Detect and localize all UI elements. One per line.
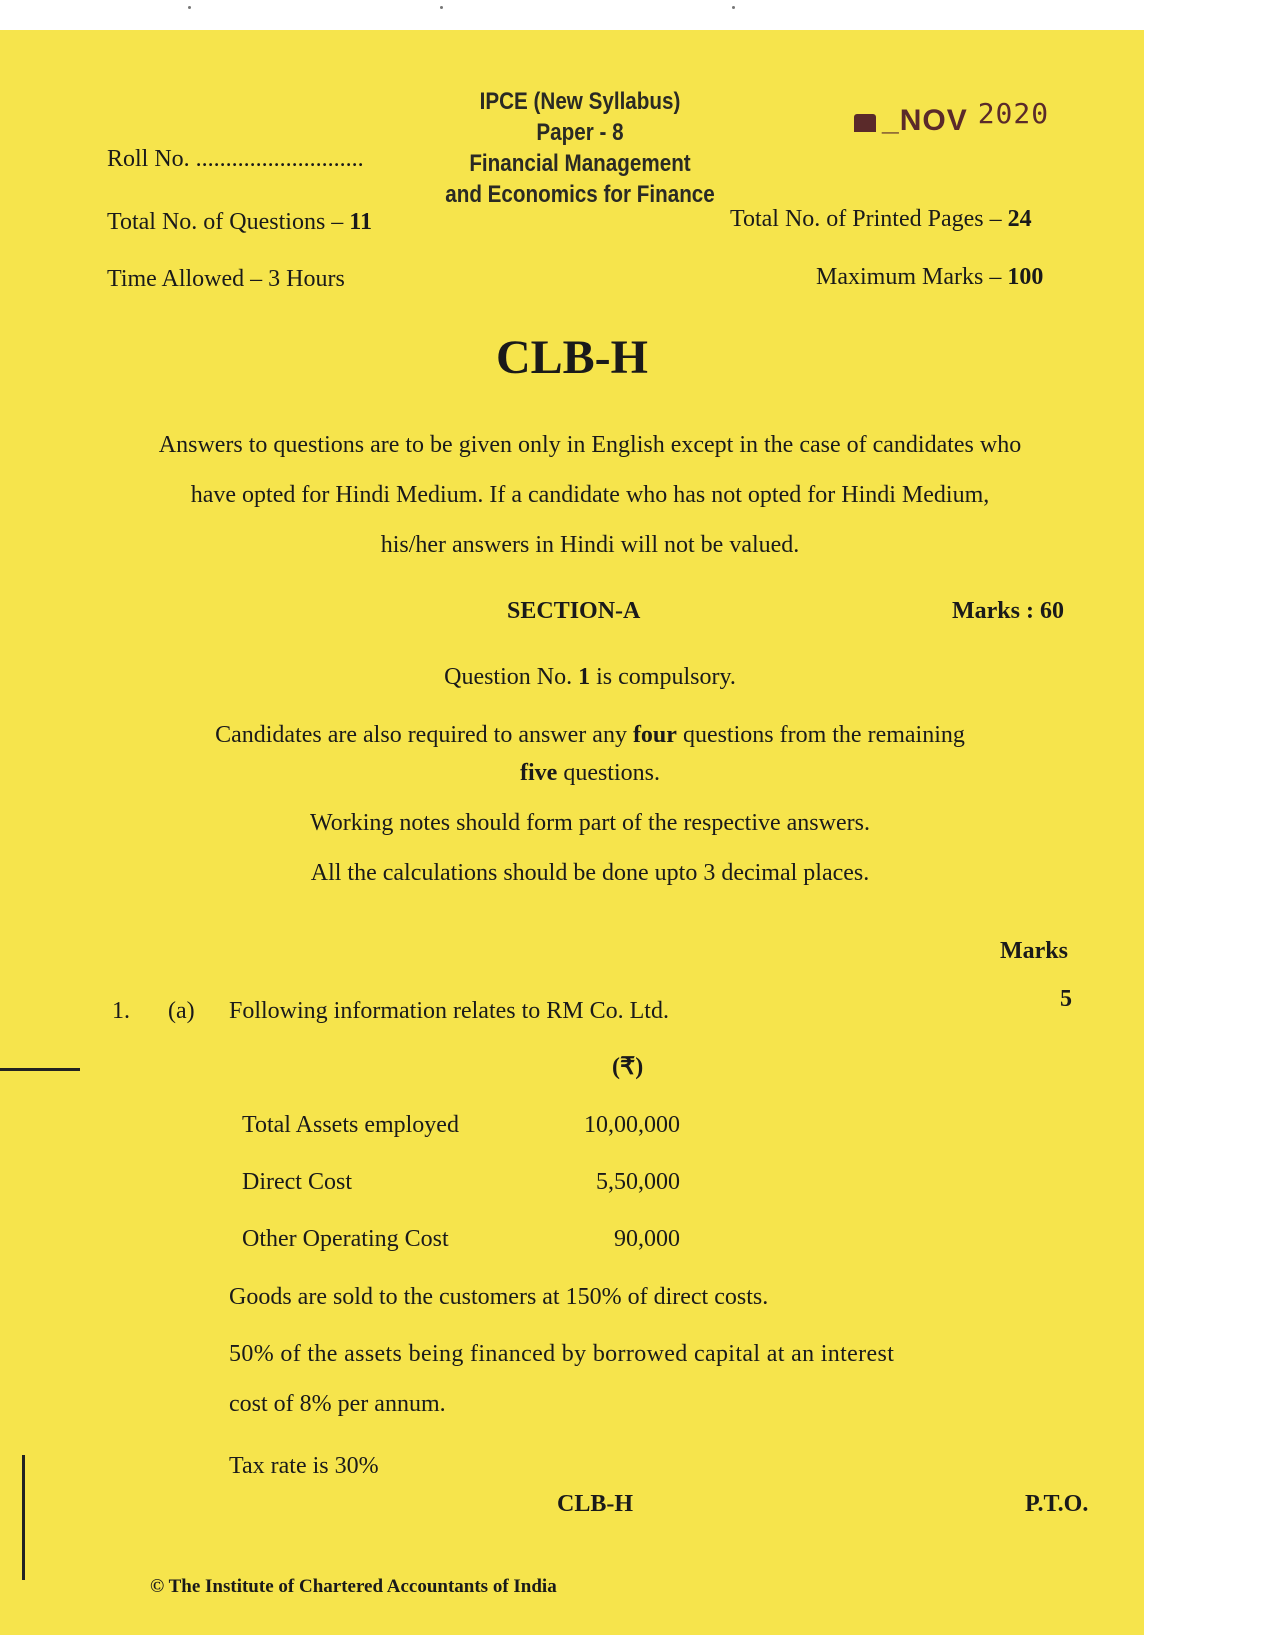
max-marks: [816, 264, 1043, 291]
date-stamp-year: 2020: [977, 97, 1050, 130]
table-row-label: Total Assets employed: [242, 1112, 459, 1138]
exam-title-block: [442, 86, 717, 210]
section-title: SECTION-A: [507, 598, 641, 624]
instruction-line-1: Answers to questions are to be given only in English except in the case of candidates who: [158, 432, 1022, 458]
note-selling-price: Goods are sold to the customers at 150% of direct costs.: [229, 1284, 769, 1310]
exam-name: IPCE (New Syllabus): [479, 88, 681, 115]
total-questions-label: Total No. of Questions –: [107, 209, 350, 235]
date-stamp: [854, 97, 1050, 138]
paper-number: Paper - 8: [536, 119, 624, 146]
question-part: (a): [168, 998, 195, 1024]
speck: [440, 6, 443, 9]
note-financing-2: cost of 8% per annum.: [229, 1391, 446, 1417]
speck: [732, 6, 735, 9]
currency-header: (₹): [612, 1054, 644, 1080]
table-row-value: 90,000: [614, 1226, 680, 1252]
total-questions: [107, 209, 372, 236]
choice-five: five: [520, 760, 558, 786]
date-stamp-dash: _: [882, 104, 900, 137]
table-row-value: 10,00,000: [584, 1112, 680, 1138]
choice-text-c: questions.: [557, 760, 660, 786]
total-questions-value: 11: [349, 209, 372, 235]
subject-line-1: Financial Management: [469, 150, 691, 177]
choice-text-b: questions from the remaining: [676, 722, 965, 748]
date-stamp-month: NOV: [899, 104, 968, 137]
calculations-note: All the calculations should be done upto 3 decimal places.: [310, 860, 870, 886]
roll-no-label: Roll No. ............................: [107, 146, 364, 172]
table-row-value: 5,50,000: [596, 1169, 680, 1195]
speck: [188, 6, 191, 9]
choice-note-2: [100, 760, 1080, 787]
paper-code: CLB-H: [495, 331, 648, 384]
working-notes: Working notes should form part of the respective answers.: [310, 810, 870, 836]
choice-text-a: Candidates are also required to answer any: [215, 722, 633, 748]
table-row-label: Direct Cost: [242, 1169, 352, 1195]
footer-pto: P.T.O.: [1025, 1491, 1089, 1517]
note-tax-rate: Tax rate is 30%: [229, 1453, 379, 1479]
subject-line-2: and Economics for Finance: [445, 181, 715, 208]
printed-pages-label: Total No. of Printed Pages –: [730, 206, 1008, 232]
time-allowed-label: Time Allowed –: [107, 266, 269, 292]
note-financing-1: 50% of the assets being financed by borrowed capital at an interest: [229, 1341, 895, 1367]
stamp-icon: [854, 114, 876, 132]
table-row-label: Other Operating Cost: [242, 1226, 449, 1252]
compulsory-text-a: Question No.: [444, 664, 579, 690]
compulsory-number: 1: [578, 664, 591, 690]
compulsory-note: [100, 664, 1080, 691]
margin-line: [22, 1455, 25, 1580]
question-number: 1.: [112, 998, 130, 1024]
footer-copyright: © The Institute of Chartered Accountants of India: [150, 1576, 557, 1597]
footer-paper-code: CLB-H: [557, 1491, 634, 1517]
max-marks-label: Maximum Marks –: [816, 264, 1008, 290]
printed-pages-value: 24: [1007, 206, 1032, 232]
time-allowed: [107, 266, 345, 293]
choice-four: four: [632, 722, 677, 748]
instruction-line-2: have opted for Hindi Medium. If a candidate who has not opted for Hindi Medium,: [190, 482, 990, 508]
instruction-line-3: his/her answers in Hindi will not be valued.: [380, 532, 800, 558]
choice-note: [100, 722, 1080, 749]
time-allowed-value: 3 Hours: [268, 266, 345, 292]
marks-column-header: Marks: [1000, 938, 1068, 964]
max-marks-value: 100: [1007, 264, 1044, 290]
question-marks: 5: [1060, 986, 1072, 1012]
printed-pages: [730, 206, 1032, 233]
margin-mark: [0, 1068, 80, 1071]
question-text: Following information relates to RM Co. Ltd.: [229, 998, 669, 1024]
compulsory-text-b: is compulsory.: [590, 664, 736, 690]
section-marks: Marks : 60: [952, 598, 1064, 624]
